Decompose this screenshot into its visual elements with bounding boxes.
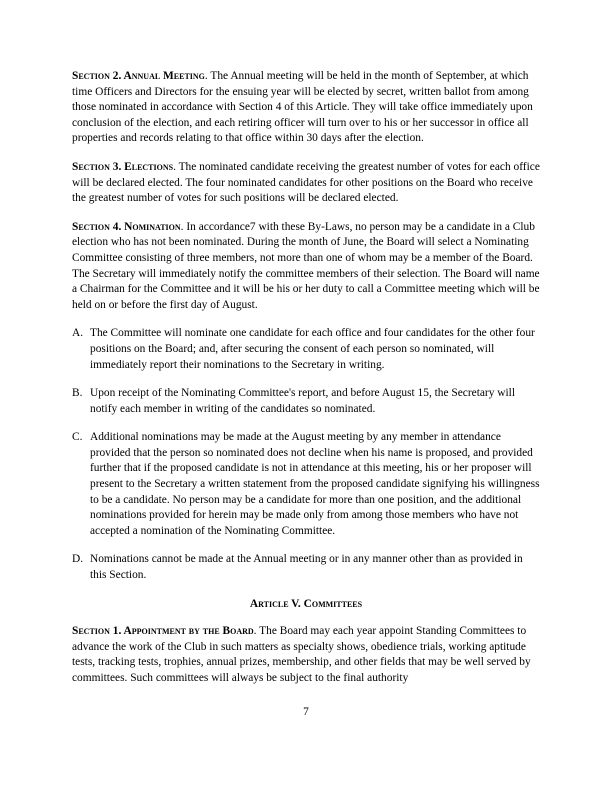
list-marker-d: D. bbox=[72, 553, 84, 566]
section-4-paragraph bbox=[72, 220, 540, 314]
article-section-1-heading: Section 1. Appointment by the Board bbox=[72, 625, 254, 638]
section-3-heading: Section 3. Elections bbox=[72, 160, 174, 173]
page-number: 7 bbox=[303, 706, 309, 718]
list-marker-a: A. bbox=[72, 327, 84, 340]
article-section-1-text: . The Board may each year appoint Standing Committees to advance the work of the Club in such matters as specialty shows, obedience trials, working aptitude tests, tracking tests, trophies, annual prizes, membership, and other fields that may be well served by committees. Such committees will always be subject to the final authority bbox=[72, 625, 531, 684]
list-marker-b: B. bbox=[72, 387, 83, 400]
list-text-c: Additional nominations may be made at the August meeting by any member in attendance provided that the person so nominated does not decline when his name is proposed, and provided further that if the proposed candidate is not in attendance at this meeting, his or her proposer will present to the Secretary a written statement from the proposed candidate signifying his willingness to be a candidate. No person may be a candidate for more than one position, and the additional nominations provided for herein may be made only from among those members who have not accepted a nomination of the Nominating Committee. bbox=[90, 431, 540, 537]
list-marker-c: C. bbox=[72, 431, 83, 444]
document-page bbox=[72, 69, 540, 700]
article-section-1-paragraph bbox=[72, 624, 540, 686]
list-item-a bbox=[72, 326, 540, 373]
list-item-c bbox=[72, 430, 540, 539]
list-text-b: Upon receipt of the Nominating Committee's report, and before August 15, the Secretary will notify each member in writing of the candidates so nominated. bbox=[90, 387, 515, 415]
section-3-paragraph bbox=[72, 160, 540, 207]
list-text-d: Nominations cannot be made at the Annual meeting or in any manner other than as provided in this Section. bbox=[90, 553, 523, 582]
section-4-heading: Section 4. Nomination bbox=[72, 220, 181, 233]
list-item-d bbox=[72, 552, 540, 583]
list-text-a: The Committee will nominate one candidate for each office and four candidates for the other four positions on the Board; and, after securing the consent of each person so nominated, will immediately report their nominations to the Secretary in writing. bbox=[90, 327, 535, 371]
list-item-b bbox=[72, 386, 540, 417]
article-title: Article V. Committees bbox=[249, 597, 363, 610]
section-2-text: . The Annual meeting will be held in the month of September, at which time Officers and Directors for the ensuing year will be elected by secret, written ballot from among those nominated in accordance with Section 4 of this Article. They will take office immediately upon conclusion of the election, and each retiring officer will turn over to his or her successor in office all properties and records relating to that office within 30 days after the election. bbox=[72, 70, 533, 145]
section-2-heading: Section 2. Annual Meeting bbox=[72, 70, 205, 82]
section-2-paragraph bbox=[72, 69, 540, 147]
section-4-text: . In accordance7 with these By-Laws, no person may be a candidate in a Club election who has not been nominated. During the month of June, the Board will select a Nominating Committee consisting of three members, not more than one of whom may be a member of the Board. The Secretary will immediately notify the committee members of their selection. The Board will name a Chairman for the Committee and it will be his or her duty to call a Committee meeting which will be held on or before the first day of August. bbox=[72, 220, 540, 311]
section-3-text: . The nominated candidate receiving the greatest number of votes for each office will be declared elected. The four nominated candidates for other positions on the Board who receive the greatest number of votes for such positions will be declared elected. bbox=[72, 160, 540, 205]
